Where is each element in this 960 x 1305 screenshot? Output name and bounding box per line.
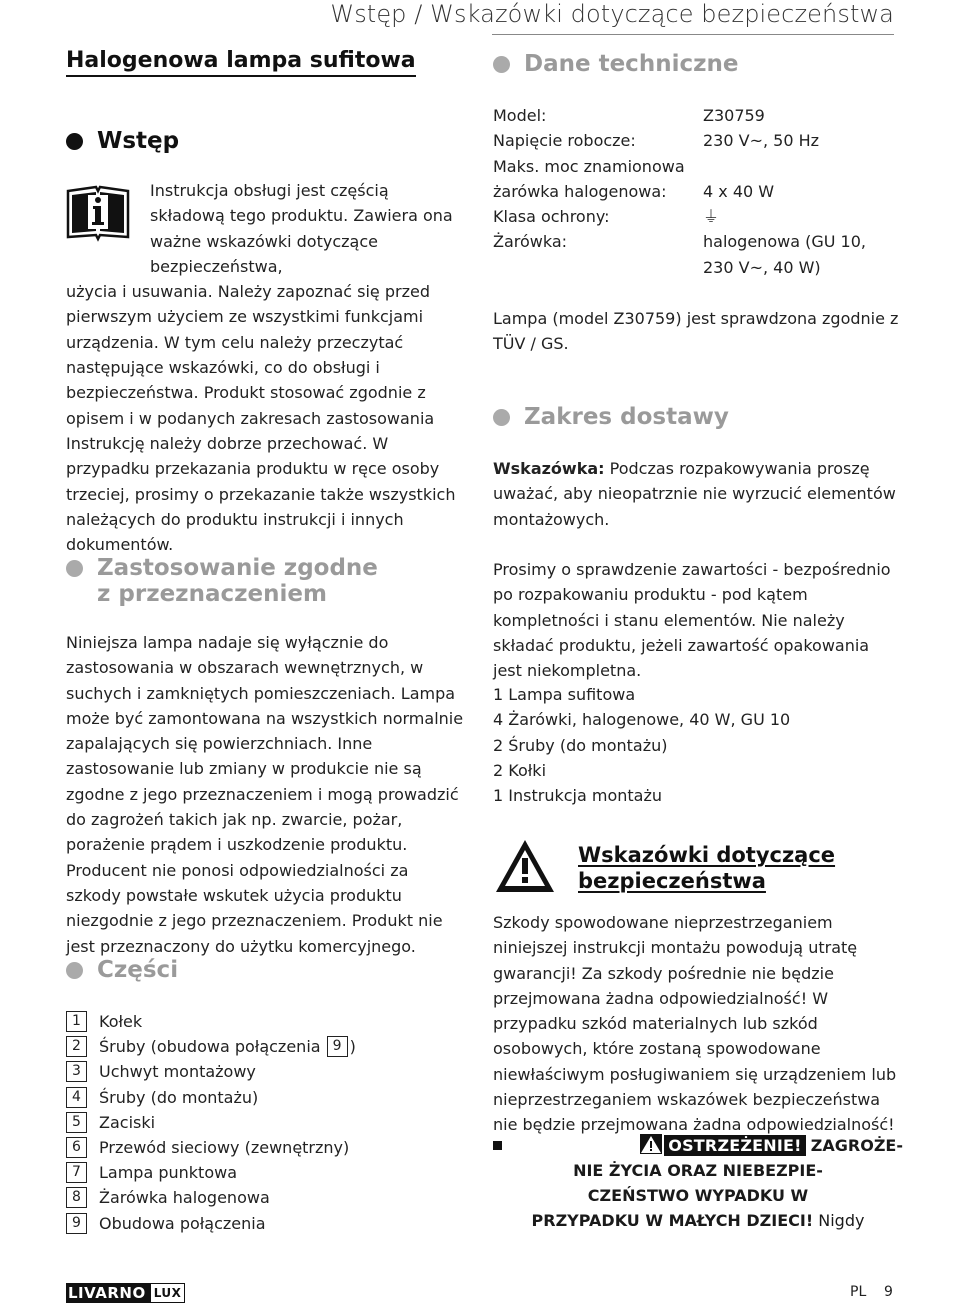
bullet-icon: [493, 409, 510, 426]
bullet-icon: [493, 56, 510, 73]
list-item: [66, 1110, 466, 1135]
part-number: 9: [66, 1213, 87, 1234]
safety-heading: Wskazówki dotyczące bezpieczeństwa: [578, 843, 836, 893]
part-label: Przewód sieciowy (zewnętrzny): [99, 1138, 350, 1158]
intro-paragraph: użycia i usuwania. Należy zapoznać się przed pierwszym użyciem ze wszystkimi funkcjami urządzenia. W tym celu należy przeczytać następujące wskazówki, co do obsługi i bezpieczeństwa. Produkt stosować zgodnie z opisem i w podanych zakresach zastosowania Instrukcję należy dobrze przechować. W przypadku przekazania produktu w ręce osoby trzeciej, prosimy o przekazanie także wszystkich należących do produktu instrukcji i innych dokumentów.: [66, 282, 456, 555]
part-reference: 9: [327, 1036, 348, 1057]
delivery-note-text: Podczas rozpakowywania proszę uważać, aby nieopatrznie nie wyrzucić elementów montażowych.: [493, 459, 896, 529]
intro-text: [66, 178, 466, 557]
warning-block: OSTRZEŻENIE! ZAGROŻE- NIE ŻYCIA ORAZ NIEBEZPIE- CZEŃSTWO WYPADKU W PRZYPADKU W MAŁYCH DZIECI! Nigdy: [493, 1133, 903, 1233]
part-number: 2: [66, 1036, 87, 1057]
list-item: [66, 1009, 466, 1034]
running-header-title: Wstęp / Wskazówki dotyczące bezpieczeństwa: [330, 0, 894, 28]
part-number: 5: [66, 1112, 87, 1133]
bullet-icon: [66, 560, 83, 577]
list-item: [66, 1211, 466, 1236]
intended-use-paragraph: Niniejsza lampa nadaje się wyłącznie do zastosowania w obszarach wewnętrznych, w suchych i zamkniętych pomieszczeniach. Lampa może być zamontowana na wszystkich normalnie zapalających się powierzchniach. Inne zastosowanie lub zmiany w produkcie nie są zgodne z jego przeznaczeniem i mogą prowadzić do zagrożeń takich jak np. zwarcie, pożar, porażenie prądem i uszkodzenie produktu. Producent nie ponosi odpowiedzialności za szkody powstałe wskutek użycia produktu niezgodnie z jego przeznaczeniem. Produkt nie jest przeznaczony do użytku komercyjnego.: [66, 633, 464, 956]
delivery-note-label: Wskazówka:: [493, 459, 605, 478]
intro-paragraph-indented: Instrukcja obsługi jest częścią składową tego produktu. Zawiera ona ważne wskazówki dotyczące bezpieczeństwa,: [150, 181, 453, 276]
list-item: 2 Śruby (do montażu): [493, 735, 668, 755]
table-row: Maks. moc znamionowa: [493, 156, 685, 176]
part-number: 4: [66, 1087, 87, 1108]
section-heading-parts: Części: [66, 957, 178, 983]
list-item: [66, 1059, 466, 1084]
warning-small-icon: [640, 1134, 662, 1154]
part-number: 8: [66, 1187, 87, 1208]
table-row: 230 V~, 40 W): [703, 257, 821, 277]
part-label: Śruby (obudowa połączenia: [99, 1037, 321, 1057]
section-heading-intro: Wstęp: [66, 128, 179, 154]
list-item: [66, 1085, 466, 1110]
bullet-square-icon: [493, 1141, 502, 1150]
table-row: Model: Z30759: [493, 106, 765, 125]
part-label: Żarówka halogenowa: [99, 1188, 270, 1208]
bullet-icon: [66, 133, 83, 150]
part-label: Lampa punktowa: [99, 1163, 238, 1183]
protection-class-icon: ⏚: [703, 207, 720, 227]
list-item: [66, 1185, 466, 1210]
section-heading-delivery: Zakres dostawy: [493, 404, 729, 430]
list-item: [66, 1034, 466, 1059]
part-label: Zaciski: [99, 1112, 156, 1132]
delivery-list: [493, 682, 903, 808]
page-number: 9: [884, 1284, 893, 1300]
warning-triangle-icon: [494, 838, 556, 894]
page-language: PL: [850, 1284, 867, 1300]
list-item: 1 Instrukcja montażu: [493, 786, 662, 806]
brand-name: LIVARNO: [66, 1283, 150, 1303]
part-label: Uchwyt montażowy: [99, 1062, 256, 1082]
bullet-icon: [66, 962, 83, 979]
tech-data-note: Lampa (model Z30759) jest sprawdzona zgodnie z TÜV / GS.: [493, 309, 899, 354]
part-number: 3: [66, 1061, 87, 1082]
list-item: 1 Lampa sufitowa: [493, 685, 636, 704]
list-item: 4 Żarówki, halogenowe, 40 W, GU 10: [493, 710, 791, 730]
tech-data-table: [493, 103, 903, 280]
warning-label: OSTRZEŻENIE!: [664, 1135, 805, 1156]
table-row: Klasa ochrony: ⏚: [493, 204, 903, 229]
table-row: żarówka halogenowa: 4 x 40 W: [493, 181, 775, 201]
section-heading-intended-use: Zastosowanie zgodne z przeznaczeniem: [66, 555, 397, 607]
document-title: Halogenowa lampa sufitowa: [66, 48, 416, 77]
part-number: 1: [66, 1011, 87, 1032]
list-item: [66, 1135, 466, 1160]
brand-logo: [66, 1283, 185, 1303]
part-label: Obudowa połączenia: [99, 1213, 266, 1233]
part-label: Śruby (do montażu): [99, 1087, 259, 1107]
part-label-suffix: ): [349, 1037, 356, 1057]
table-row: Napięcie robocze: 230 V~, 50 Hz: [493, 131, 820, 151]
delivery-note: [493, 456, 903, 532]
section-heading-tech-data: Dane techniczne: [493, 51, 738, 77]
brand-suffix: LUX: [150, 1283, 186, 1303]
delivery-paragraph: Prosimy o sprawdzenie zawartości - bezpośrednio po rozpakowaniu produktu - pod kątem kompletności i stanu elementów. Nie należy składać produktu, jeżeli zawartość opakowania jest niekompletna.: [493, 560, 891, 681]
list-item: 2 Kołki: [493, 760, 547, 780]
table-row: Żarówka: halogenowa (GU 10,: [493, 232, 866, 252]
parts-list: [66, 1009, 466, 1236]
part-label: Kołek: [99, 1012, 143, 1032]
header-rule: [492, 34, 894, 35]
list-item: [66, 1160, 466, 1185]
part-number: 6: [66, 1137, 87, 1158]
part-number: 7: [66, 1162, 87, 1183]
safety-paragraph: Szkody spowodowane nieprzestrzeganiem niniejszej instrukcji montażu powodują utratę gwarancji! Za szkody pośrednie nie będzie przejmowana żadna odpowiedzialność! W przypadku szkód materialnych lub szkód osobowych, które zostaną spowodowane niewłaściwym posługiwaniem się urządzeniem lub nieprzestrzeganiem wskazówek bezpieczeństwa nie będzie przejmowana żadna odpowiedzialność!: [493, 913, 897, 1135]
